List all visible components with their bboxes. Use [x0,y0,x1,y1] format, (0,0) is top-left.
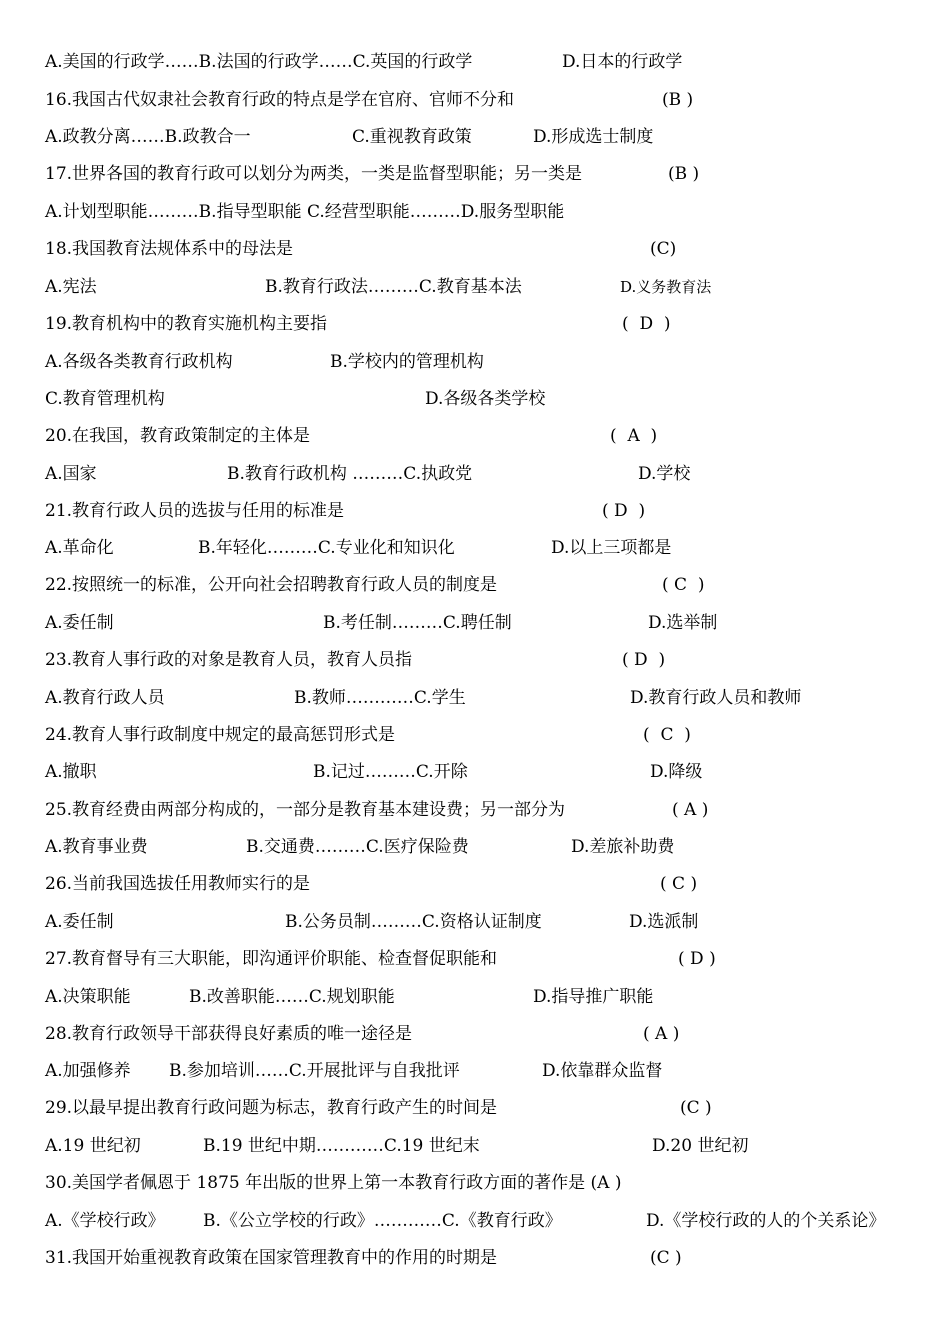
question-text: 21.教育行政人员的选拔与任用的标准是 [45,501,345,521]
option-line-19a [0,347,950,377]
option-d: D.义务教育法 [620,278,712,296]
option-a: A.《学校行政》 [45,1211,165,1231]
question-22 [0,570,950,600]
options-abc: A.美国的行政学……B.法国的行政学……C.英国的行政学 [45,52,473,72]
answer: ( C ) [662,575,705,595]
question-16 [0,85,950,115]
question-text: 20.在我国，教育政策制定的主体是 [45,426,311,446]
question-text: 17.世界各国的教育行政可以划分为两类，一类是监督型职能；另一类是 [45,164,583,184]
question-30 [0,1168,950,1198]
question-29 [0,1093,950,1123]
question-text: 26.当前我国选拔任用教师实行的是 [45,874,311,894]
option-a: A.决策职能 [45,987,131,1007]
option-b: B.学校内的管理机构 [330,352,484,372]
question-text: 25.教育经费由两部分构成的，一部分是教育基本建设费；另一部分为 [45,800,566,820]
answer: (B ) [668,164,700,184]
question-25 [0,795,950,825]
option-d: D.选派制 [629,912,699,932]
option-line-30 [0,1206,950,1236]
option-c: C.教育管理机构 [45,389,165,409]
option-a: A.国家 [45,464,97,484]
option-d: D.以上三项都是 [551,538,672,558]
options-bc: B.公务员制………C.资格认证制度 [285,912,542,932]
option-line-22 [0,608,950,638]
option-line-25 [0,832,950,862]
option-line-17 [0,197,950,227]
option-a: A.宪法 [45,277,97,297]
options-bc: B.教育行政法………C.教育基本法 [265,277,522,297]
options-bc: B.改善职能……C.规划职能 [189,987,395,1007]
question-text: 19.教育机构中的教育实施机构主要指 [45,314,328,334]
answer: ( A ) [643,1024,680,1044]
option-d: D.形成选士制度 [533,127,654,147]
question-19 [0,309,950,339]
option-a: A.19 世纪初 [45,1136,141,1156]
options-bc: B.《公立学校的行政》…………C.《教育行政》 [203,1211,562,1231]
options-bc: B.教育行政机构 ………C.执政党 [227,464,473,484]
question-text: 29.以最早提出教育行政问题为标志，教育行政产生的时间是 [45,1098,498,1118]
question-text: 23.教育人事行政的对象是教育人员，教育人员指 [45,650,413,670]
options-bc: B.记过………C.开除 [313,762,468,782]
option-d: D.《学校行政的人的个关系论》 [646,1211,886,1231]
question-text: 18.我国教育法规体系中的母法是 [45,239,294,259]
question-text: 30.美国学者佩恩于 1875 年出版的世界上第一本教育行政方面的著作是 (A ) [45,1173,622,1193]
answer: (C) [650,239,677,259]
option-a: A.委任制 [45,613,114,633]
option-c: C.重视教育政策 [352,127,472,147]
option-a: A.委任制 [45,912,114,932]
option-a: A.撤职 [45,762,97,782]
answer: ( A ) [610,426,658,446]
question-28 [0,1019,950,1049]
option-a: A.教育事业费 [45,837,148,857]
question-31 [0,1243,950,1273]
option-line-19b [0,384,950,414]
answer: (B ) [662,90,694,110]
options-bc: B.考任制………C.聘任制 [323,613,512,633]
options-bc: B.交通费………C.医疗保险费 [246,837,469,857]
option-d: D.指导推广职能 [533,987,654,1007]
options-abcd: A.计划型职能………B.指导型职能 C.经营型职能………D.服务型职能 [45,202,565,222]
option-line-27 [0,982,950,1012]
option-line-28 [0,1056,950,1086]
option-line-29 [0,1131,950,1161]
options-bc: B.19 世纪中期…………C.19 世纪末 [203,1136,480,1156]
question-text: 24.教育人事行政制度中规定的最高惩罚形式是 [45,725,396,745]
question-27 [0,944,950,974]
question-text: 27.教育督导有三大职能，即沟通评价职能、检查督促职能和 [45,949,498,969]
option-line-16 [0,122,950,152]
answer: (C ) [650,1248,682,1268]
option-a: A.加强修养 [45,1061,131,1081]
option-line-26 [0,907,950,937]
answer: ( D ) [622,314,671,334]
option-d: D.降级 [650,762,703,782]
option-d: D.选举制 [648,613,718,633]
options-ab: A.政教分离……B.政教合一 [45,127,251,147]
answer: ( D ) [602,501,646,521]
question-23 [0,645,950,675]
answer: ( C ) [660,874,698,894]
option-line-24 [0,757,950,787]
option-d: D.日本的行政学 [562,52,683,72]
question-text: 31.我国开始重视教育政策在国家管理教育中的作用的时期是 [45,1248,498,1268]
question-20 [0,421,950,451]
option-a: A.各级各类教育行政机构 [45,352,233,372]
option-d: D.各级各类学校 [425,389,546,409]
answer: ( D ) [678,949,716,969]
option-d: D.学校 [638,464,691,484]
option-a: A.革命化 [45,538,114,558]
question-26 [0,869,950,899]
question-24 [0,720,950,750]
option-line-20 [0,459,950,489]
options-bc: B.年轻化………C.专业化和知识化 [198,538,455,558]
question-text: 22.按照统一的标准，公开向社会招聘教育行政人员的制度是 [45,575,498,595]
question-17 [0,159,950,189]
question-18 [0,234,950,264]
option-line-15 [0,47,950,77]
question-text: 16.我国古代奴隶社会教育行政的特点是学在官府、官师不分和 [45,90,515,110]
option-d: D.教育行政人员和教师 [630,688,802,708]
answer: ( A ) [672,800,709,820]
option-line-21 [0,533,950,563]
option-a: A.教育行政人员 [45,688,165,708]
answer: (C ) [680,1098,712,1118]
answer: ( D ) [622,650,666,670]
option-d: D.差旅补助费 [571,837,675,857]
option-line-18 [0,272,950,302]
option-d: D.20 世纪初 [652,1136,749,1156]
answer: ( C ) [643,725,691,745]
question-21 [0,496,950,526]
options-bc: B.教师…………C.学生 [294,688,466,708]
option-line-23 [0,683,950,713]
options-bc: B.参加培训……C.开展批评与自我批评 [169,1061,460,1081]
question-text: 28.教育行政领导干部获得良好素质的唯一途径是 [45,1024,413,1044]
option-d: D.依靠群众监督 [542,1061,663,1081]
